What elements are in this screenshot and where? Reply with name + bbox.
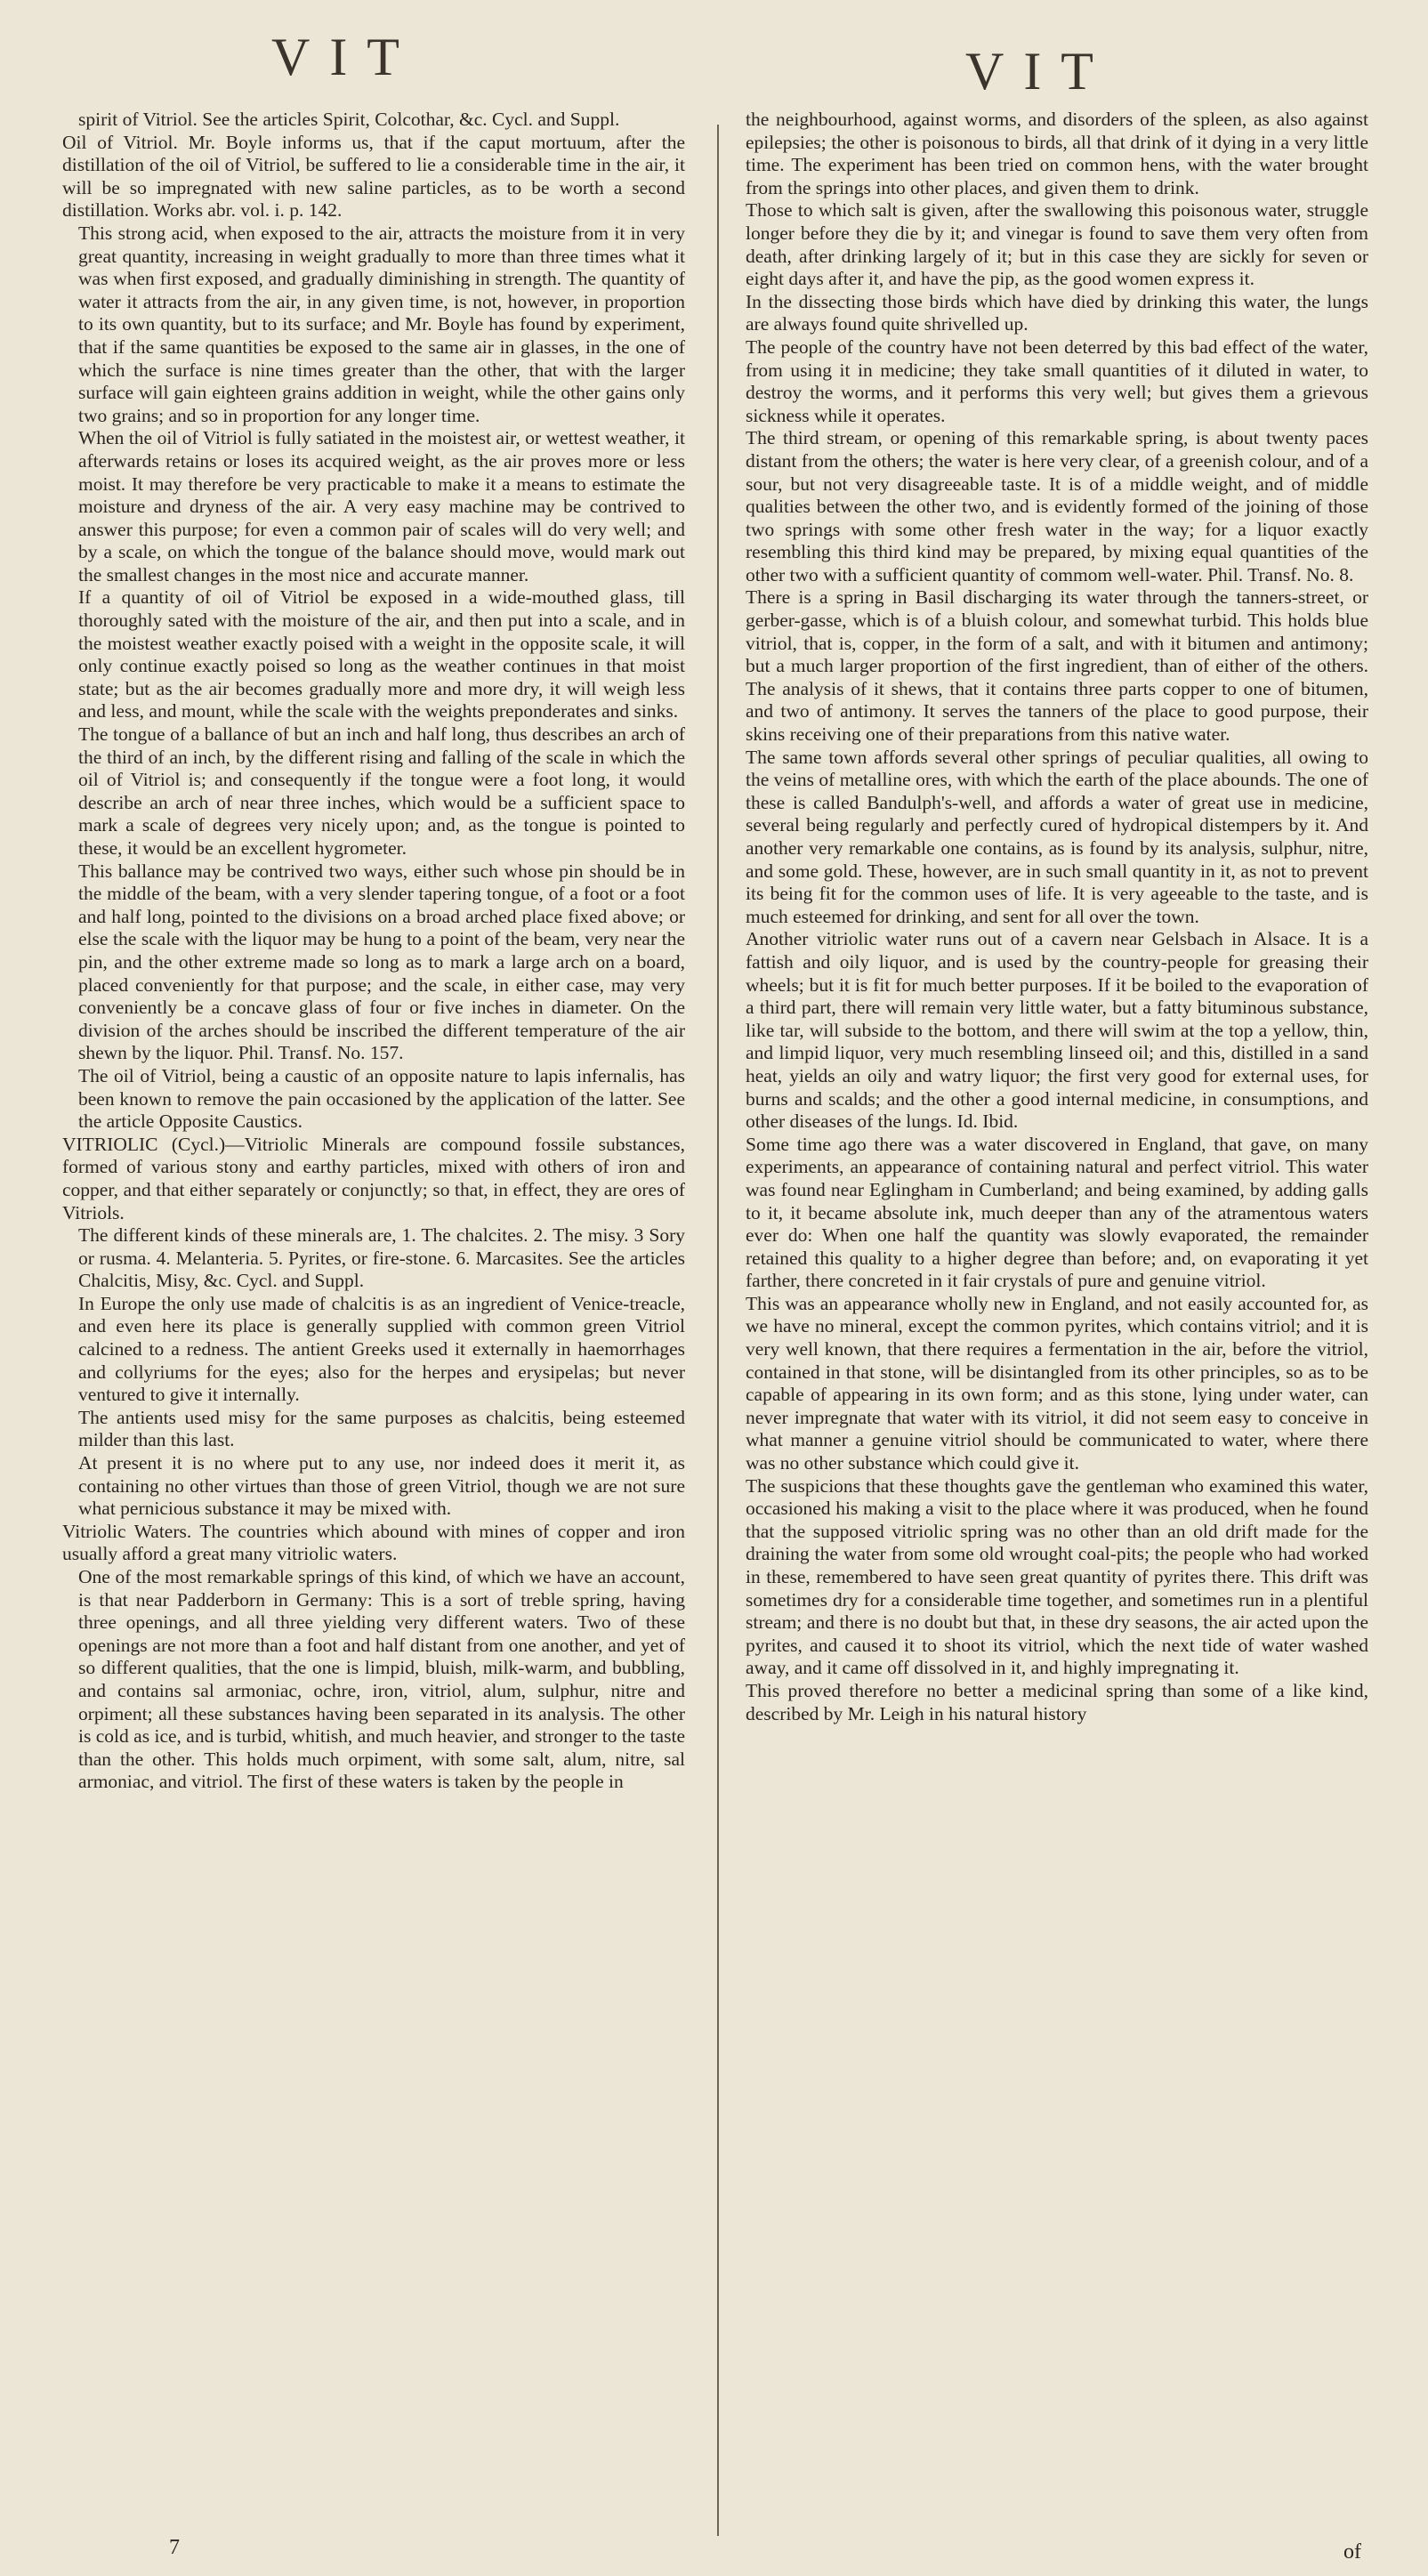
paragraph: This was an appearance wholly new in England, and not easily accounted for, as we have no mineral, except the common pyrites, which contains vitriol; and it is very well known, that there requires a fermentation in the air, before the vitriol, contained in that stone, will be disintangled from its other principles, so as to be capable of appearing in its own form; and as this stone, lying under water, can never impregnate that water with its vitriol, it did not seem easy to conceive in what manner a genuine vitriol should be communicated to water, where there was no other substance which could give it.	[746, 1292, 1368, 1474]
paragraph: Those to which salt is given, after the swallowing this poisonous water, struggle longer before they die by it; and vinegar is found to save them very often from death, after drinking largely of it; but in this case they are sickly for seven or eight days after it, and have the pip, as the good women express it.	[746, 199, 1368, 290]
paragraph: spirit of Vitriol. See the articles Spirit, Colcothar, &c. Cycl. and Suppl.	[78, 109, 620, 130]
paragraph: One of the most remarkable springs of this kind, of which we have an account, is that near Padderborn in Germany: This is a sort of treble spring, having three openings, and all three yielding very different waters. Two of these openings are not more than a foot and half distant from one another, and yet of so different qualities, that the one is limpid, bluish, milk-warm, and bubbling, and contains sal armoniac, ochre, iron, vitriol, alum, sulphur, nitre and orpiment; all these substances having been separated in its analysis. The other is cold as ice, and is turbid, whitish, and much heavier, and stronger to the taste than the other. This holds much orpiment, with some salt, alum, nitre, sal armoniac, and vitriol. The first of these waters is taken by the people in	[78, 1566, 685, 1793]
paragraph: This proved therefore no better a medicinal spring than some of a like kind, described by Mr. Leigh in his natural history	[746, 1679, 1368, 1724]
left-column	[62, 109, 685, 1794]
running-head-left: VIT	[271, 28, 419, 86]
paragraph: This ballance may be contrived two ways, either such whose pin should be in the middle of the beam, with a very slender tapering tongue, of a foot or a foot and half long, pointed to the divisions on a broad arched place fixed above; or else the scale with the liquor may be hung to a point of the beam, very near the pin, and the other extreme made so long as to mark a large arch on a board, placed conveniently for that purpose; and the scale, in either case, may very conveniently be a concave glass of four or five inches in diameter. On the division of the arches should be inscribed the different temperature of the air shewn by the liquor. Phil. Transf. No. 157.	[78, 860, 685, 1064]
paragraph: In Europe the only use made of chalcitis is as an ingredient of Venice-treacle, and even here its place is generally supplied with common green Vitriol calcined to a redness. The antient Greeks used it externally in haemorrhages and collyriums for the eyes; also for the herpes and erysipelas; but never ventured to give it internally.	[78, 1292, 685, 1406]
paragraph: The same town affords several other springs of peculiar qualities, all owing to the veins of metalline ores, with which the earth of the place abounds. The one of these is called Bandulph's-well, and affords a water of great use in medicine, several being regularly and perfectly cured of hydropical distempers by it. And another very remarkable one contains, as is found by its analysis, sulphur, nitre, and some gold. These, however, are in such small quantity in it, as not to prevent its being fit for the common uses of life. It is very ageeable to the taste, and is much esteemed for drinking, and sent for all over the town.	[746, 746, 1368, 927]
paragraph: The different kinds of these minerals are, 1. The chalcites. 2. The misy. 3 Sory or rusma. 4. Melanteria. 5. Pyrites, or fire-stone. 6. Marcasites. See the articles Chalcitis, Misy, &c. Cycl. and Suppl.	[78, 1224, 685, 1292]
paragraph: Vitriolic Waters. The countries which abound with mines of copper and iron usually afford a great many vitriolic waters.	[62, 1520, 685, 1565]
paragraph: This strong acid, when exposed to the air, attracts the moisture from it in very great quantity, increasing in weight gradually to more than three times what it was when first exposed, and gradually diminishing in strength. The quantity of water it attracts from the air, in any given time, is not, however, in proportion to its own quantity, but to its surface; and Mr. Boyle has found by experiment, that if the same quantities be exposed to the same air in glasses, in the one of which the surface is nine times greater than the other, that with the larger surface will gain eighteen grains addition in weight, while the other gains only two grains; and so in proportion for any longer time.	[78, 222, 685, 426]
paragraph: The suspicions that these thoughts gave the gentleman who examined this water, occasioned his making a visit to the place where it was produced, when he found that the supposed vitriolic spring was no other than an old drift made for the draining the water from some old wrought coal-pits; the people who had worked in these, remembered to have seen great quantity of pyrites there. This drift was sometimes dry for a considerable time together, and sometimes run in a plentiful stream; and there is no doubt but that, in these dry seasons, the air acted upon the pyrites, and caused it to shoot its vitriol, which the next tide of water washed away, and it came off dissolved in it, and highly impregnating it.	[746, 1474, 1368, 1679]
paragraph: In the dissecting those birds which have died by drinking this water, the lungs are always found quite shrivelled up.	[746, 290, 1368, 335]
paragraph: The tongue of a ballance of but an inch and half long, thus describes an arch of the third of an inch, by the different rising and falling of the scale in which the oil of Vitriol is; and consequently if the tongue were a foot long, it would describe an arch of near three inches, which would be a sufficient space to mark a scale of degrees very nicely upon; and, as the tongue is pointed to these, it would be an excellent hygrometer.	[78, 723, 685, 859]
catchword: of	[1343, 2540, 1361, 2564]
paragraph: The people of the country have not been deterred by this bad effect of the water, from using it in medicine; they take small quantities of it diluted in water, to destroy the worms, and it performs this very well; but gives them a grievous sickness while it operates.	[746, 335, 1368, 426]
paragraph: The antients used misy for the same purposes as chalcitis, being esteemed milder than this last.	[78, 1406, 685, 1451]
paragraph: If a quantity of oil of Vitriol be exposed in a wide-mouthed glass, till thoroughly sated with the moisture of the air, and then put into a scale, and in the moistest weather exactly poised with a weight in the opposite scale, it will only continue exactly poised so long as the weather continues in that moist state; but as the air becomes gradually more and more dry, it will weigh less and less, and mount, while the scale with the weights preponderates and sinks.	[78, 586, 685, 723]
paragraph: When the oil of Vitriol is fully satiated in the moistest air, or wettest weather, it afterwards retains or loses its acquired weight, as the air proves more or less moist. It may therefore be very practicable to make it a means to estimate the moisture and dryness of the air. A very easy machine may be contrived to answer this purpose; for even a common pair of scales will do very well; and by a scale, on which the tongue of the balance should move, would mark out the smallest changes in the most nice and accurate manner.	[78, 427, 685, 585]
running-head-right: VIT	[965, 42, 1113, 101]
paragraph: Another vitriolic water runs out of a cavern near Gelsbach in Alsace. It is a fattish and oily liquor, and is used by the country-people for greasing their wheels; but it is fit for much better purposes. If it be boiled to the evaporation of a third part, there will remain very little water, but a fatty bituminous substance, like tar, will subside to the bottom, and there will swim at the top a yellow, thin, and limpid liquor, very much resembling linseed oil; and this, distilled in a sand heat, yields an oily and watry liquor; the first very good for external uses, for burns and scalds; and the other a good internal medicine, in consumptions, and other diseases of the lungs. Id. Ibid.	[746, 928, 1368, 1133]
paragraph: There is a spring in Basil discharging its water through the tanners-street, or gerber-gasse, which is of a bluish colour, and somewhat turbid. This holds blue vitriol, that is, copper, in the form of a salt, and with it bitumen and antimony; but a much larger proportion of the first ingredient, than of either of the others. The analysis of it shews, that it contains three parts copper to one of bitumen, and two of antimony. It serves the tanners of the place to good purpose, their skins receiving one of their preparations from this native water.	[746, 586, 1368, 746]
page-number: 7	[169, 2536, 180, 2559]
paragraph: The oil of Vitriol, being a caustic of an opposite nature to lapis infernalis, has been known to remove the pain occasioned by the application of the latter. See the article Opposite Caustics.	[78, 1064, 685, 1133]
paragraph: the neighbourhood, against worms, and disorders of the spleen, as also against epilepsies; the other is poisonous to birds, all that drink of it dying in a very little time. The experiment has been tried on common hens, with the water brought from the springs into other places, and given them to drink.	[746, 109, 1368, 198]
paragraph: VITRIOLIC (Cycl.)—Vitriolic Minerals are compound fossile substances, formed of various stony and earthy particles, mixed with others of iron and copper, and that either separately or conjunctly; so that, in effect, they are ores of Vitriols.	[62, 1133, 685, 1223]
paragraph: Some time ago there was a water discovered in England, that gave, on many experiments, an appearance of containing natural and perfect vitriol. This water was found near Eglingham in Cumberland; and being examined, by adding galls to it, it became absolute ink, much deeper than any of the atramentous waters ever do: When one half the quantity was slowly evaporated, the remainder retained this quality to a higher degree than before; and, on evaporating it yet farther, there concreted in it fair crystals of pure and genuine vitriol.	[746, 1133, 1368, 1292]
right-column	[746, 109, 1368, 1725]
paragraph: At present it is no where put to any use, nor indeed does it merit it, as containing no other virtues than those of green Vitriol, though we are not sure what pernicious substance it may be mixed with.	[78, 1452, 685, 1520]
column-divider	[717, 125, 719, 2536]
paragraph: The third stream, or opening of this remarkable spring, is about twenty paces distant from the others; the water is here very clear, of a greenish colour, and of a sour, but not very disagreeable taste. It is of a middle weight, and of middle qualities between the other two, and is evidently formed of the joining of those two springs with some other fresh water in the way; for a liquor exactly resembling this third kind may be prepared, by mixing equal quantities of the other two with a sufficient quantity of commom well-water. Phil. Transf. No. 8.	[746, 427, 1368, 585]
paragraph: Oil of Vitriol. Mr. Boyle informs us, that if the caput mortuum, after the distillation of the oil of Vitriol, be suffered to lie a considerable time in the air, it will be so impregnated with new saline particles, as to be worth a second distillation. Works abr. vol. i. p. 142.	[62, 131, 685, 222]
